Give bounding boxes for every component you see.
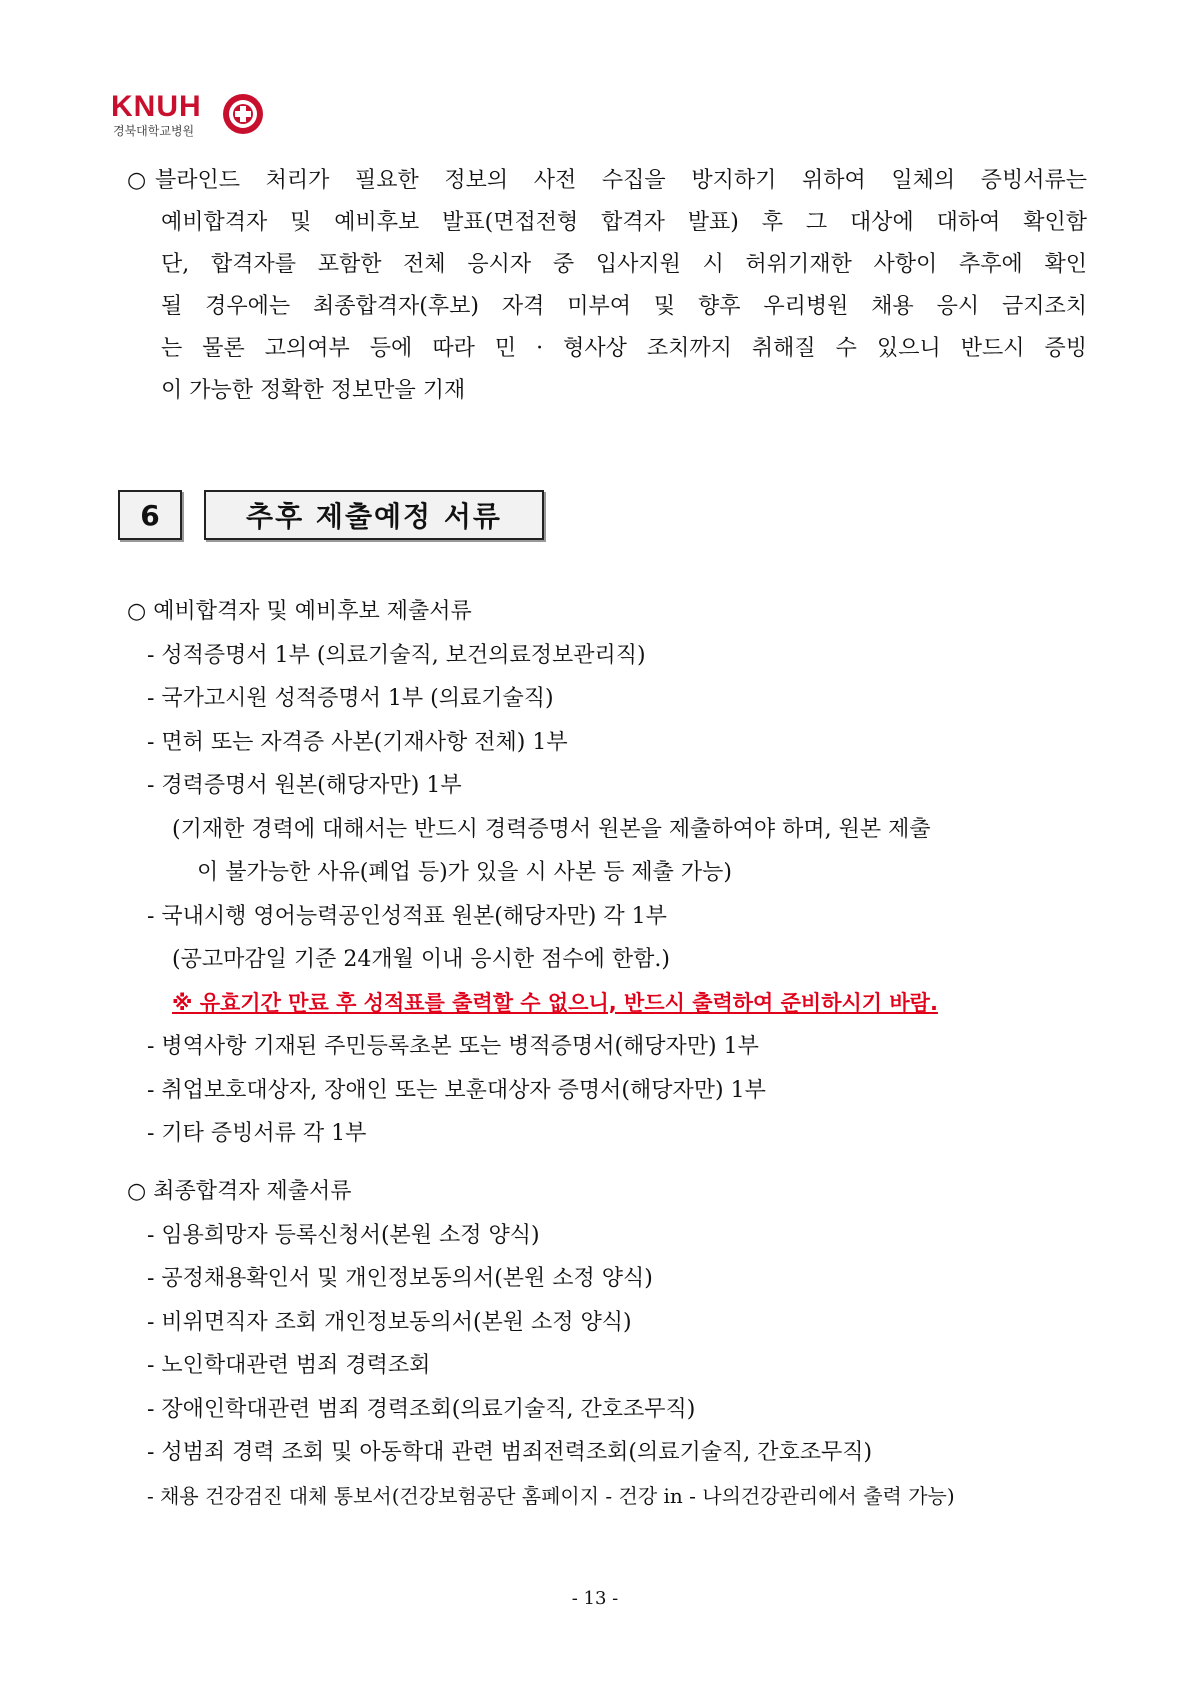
list-item: - 병역사항 기재된 주민등록초본 또는 병적증명서(해당자만) 1부: [147, 1034, 759, 1059]
group-heading: ○ 예비합격자 및 예비후보 제출서류: [127, 599, 472, 624]
list-item: - 성범죄 경력 조회 및 아동학대 관련 범죄전력조회(의료기술직, 간호조무직): [147, 1440, 873, 1465]
logo-subtitle: 경북대학교병원: [113, 124, 195, 138]
group-heading: ○ 최종합격자 제출서류: [127, 1179, 352, 1204]
intro-line-1: ○ 블라인드 처리가 필요한 정보의 사전 수집을 방지하기 위하여 일체의 증빙서류는: [127, 160, 1087, 202]
list-item: - 채용 건강검진 대체 통보서(건강보험공단 홈페이지 - 건강 in - 나의건강관리에서 출력 가능): [147, 1483, 955, 1508]
intro-line-2: 예비합격자 및 예비후보 발표(면접전형 합격자 발표) 후 그 대상에 대하여 확인함: [161, 210, 1087, 235]
list-item: - 기타 증빙서류 각 1부: [147, 1121, 367, 1146]
section-title: 추후 제출예정 서류: [204, 490, 544, 540]
hospital-logo: [111, 92, 261, 142]
list-note: 이 불가능한 사유(폐업 등)가 있을 시 사본 등 제출 가능): [197, 860, 732, 885]
list-note: (기재한 경력에 대해서는 반드시 경력증명서 원본을 제출하여야 하며, 원본 제출: [172, 816, 931, 842]
logo-text: KNUH: [111, 90, 202, 123]
list-item: - 국가고시원 성적증명서 1부 (의료기술직): [147, 686, 554, 711]
list-item: - 노인학대관련 범죄 경력조회: [147, 1353, 431, 1378]
list-item: - 장애인학대관련 범죄 경력조회(의료기술직, 간호조무직): [147, 1396, 696, 1422]
list-item: - 경력증명서 원본(해당자만) 1부: [147, 773, 462, 798]
list-item: - 비위면직자 조회 개인정보동의서(본원 소정 양식): [147, 1309, 632, 1335]
intro-line-5: 는 물론 고의여부 등에 따라 민 · 형사상 조치까지 취해질 수 있으니 반드시 증빙: [161, 336, 1087, 361]
list-item: - 국내시행 영어능력공인성적표 원본(해당자만) 각 1부: [147, 903, 667, 929]
list-item: - 임용희망자 등록신청서(본원 소정 양식): [147, 1222, 540, 1248]
intro-line-3: 단, 합격자를 포함한 전체 응시자 중 입사지원 시 허위기재한 사항이 추후에 확인: [161, 252, 1088, 277]
list-item: - 공정채용확인서 및 개인정보동의서(본원 소정 양식): [147, 1266, 653, 1291]
section-number: 6: [118, 490, 182, 540]
list-item: - 취업보호대상자, 장애인 또는 보훈대상자 증명서(해당자만) 1부: [147, 1077, 766, 1103]
intro-line-4: 될 경우에는 최종합격자(후보) 자격 미부여 및 향후 우리병원 채용 응시 금지조치: [161, 294, 1087, 319]
page-number: - 13 -: [571, 1588, 619, 1609]
warning-notice: ※ 유효기간 만료 후 성적표를 출력할 수 없으니, 반드시 출력하여 준비하시기 바람.: [172, 990, 938, 1015]
final-documents-list: [127, 1170, 955, 1518]
bullet-circle: ○: [127, 168, 147, 193]
list-note: (공고마감일 기준 24개월 이내 응시한 점수에 한함.): [172, 947, 670, 972]
list-item: - 면허 또는 자격증 사본(기재사항 전체) 1부: [147, 729, 568, 755]
intro-line-6: 이 가능한 정확한 정보만을 기재: [161, 378, 466, 403]
intro-paragraph: [127, 160, 1087, 412]
list-item: - 성적증명서 1부 (의료기술직, 보건의료정보관리직): [147, 642, 646, 668]
preliminary-documents-list: [127, 590, 938, 1156]
hospital-emblem-icon: [221, 92, 265, 136]
